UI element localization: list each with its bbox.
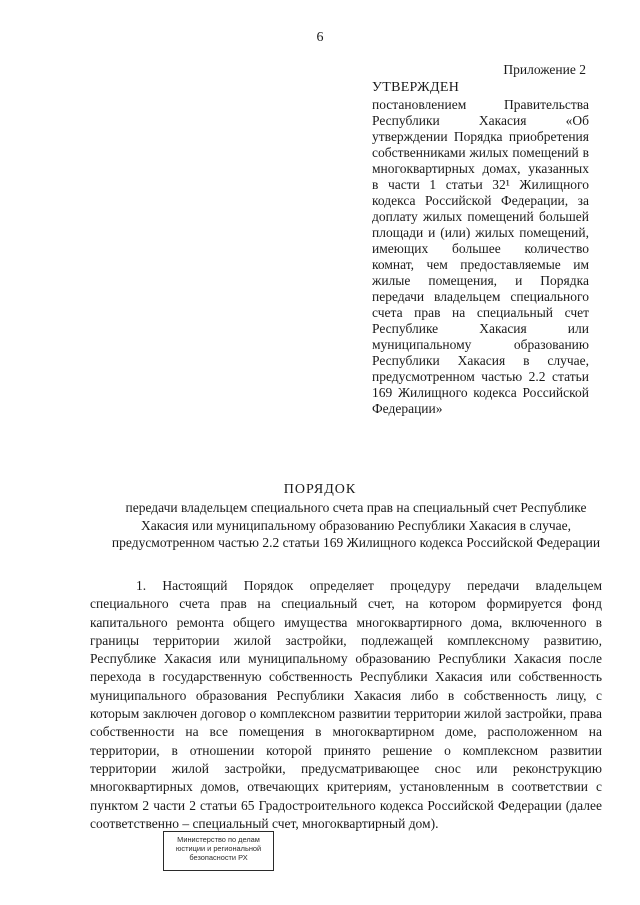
stamp-line-1: Министерство по делам (177, 835, 260, 844)
approval-title: УТВЕРЖДЕН (372, 80, 460, 95)
page-number: 6 (316, 30, 324, 45)
document-title: ПОРЯДОК (283, 482, 357, 497)
appendix-label: Приложение 2 (503, 62, 586, 77)
stamp-line-2: юстиции и региональной (175, 844, 262, 853)
paragraph-1: 1. Настоящий Порядок определяет процедуру передачи владельцем специального счета прав на специальный счет, на котором формируется фонд капитального ремонта общего имущества многоквартирного дома, включенного в границы территории жилой застройки, подлежащей комплексному развитию, Республике Хакасия или муниципальному образованию Республики Хакасия после перехода в государственную собственность Республики Хакасия или собственность муниципального образования Республики Хакасия либо в собственность лицу, с которым заключен договор о комплексном развитии территории жилой застройки, права собственности на все помещения в многоквартирном доме, расположенном на территории, в отношении которой принято решение о комплексном развитии территории жилой застройки, предусматривающее снос или реконструкцию многоквартирных домов, отвечающих критериям, установленным в соответствии с пунктом 2 части 2 статьи 65 Градостроительного кодекса Российской Федерации (далее соответственно – специальный счет, многоквартирный дом). (90, 578, 602, 831)
approval-block (372, 80, 589, 417)
ministry-stamp (163, 831, 274, 871)
stamp-line-3: безопасности РХ (189, 853, 248, 862)
document-subtitle: передачи владельцем специального счета прав на специальный счет Республике Хакасия или муниципальному образованию Республики Хакасия в случае, предусмотренном частью 2.2 статьи 169 Жилищного кодекса Российской Федерации (111, 500, 601, 550)
approval-body: постановлением Правительства Республики Хакасия «Об утверждении Порядка приобретения собственниками жилых помещений в многоквартирных домах, указанных в части 1 статьи 32¹ Жилищного кодекса Российской Федерации, за доплату жилых помещений большей площади и (или) жилых помещений, имеющих большее количество комнат, чем предоставляемые им жилые помещения, и Порядка передачи владельцем специального счета прав на специальный счет Республике Хакасия или муниципальному образованию Республики Хакасия в случае, предусмотренном частью 2.2 статьи 169 Жилищного кодекса Российской Федерации» (372, 97, 589, 416)
